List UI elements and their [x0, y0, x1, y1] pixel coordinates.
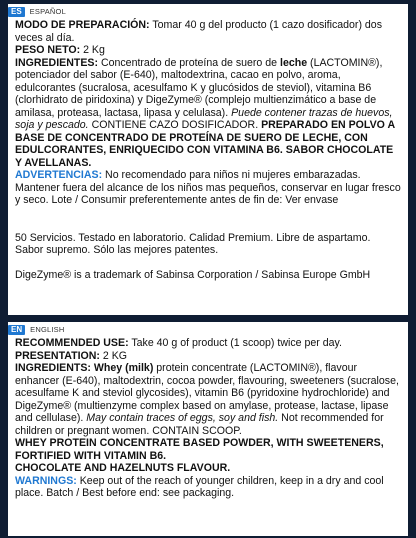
spacer: [15, 257, 401, 270]
spanish-prep-label: MODO DE PREPARACIÓN:: [15, 19, 150, 31]
spanish-ing-milk: leche: [280, 56, 308, 69]
spanish-language-header: [8, 5, 401, 19]
english-ing-whey-end: ): [149, 362, 154, 374]
spanish-preparation: [15, 19, 401, 44]
spanish-warnings: [15, 169, 401, 207]
spanish-section: [8, 4, 408, 315]
english-use-text: Take 40 g of product (1 scoop) twice per day.: [128, 337, 342, 349]
spacer: [15, 219, 401, 232]
english-section: [8, 322, 408, 536]
english-ing-milk: milk: [128, 362, 150, 374]
spanish-ing-traces: Puede contener trazas de huevos, soja y pescado.: [15, 106, 393, 131]
spanish-weight-label: PESO NETO:: [15, 44, 81, 56]
english-warnings: [15, 475, 401, 500]
spanish-lang-name: ESPAÑOL: [29, 6, 66, 16]
english-presentation: [15, 350, 401, 363]
english-bold-line: WHEY PROTEIN CONCENTRATE BASED POWDER, WITH SWEETENERS, FORTIFIED WITH VITAMIN B6.: [15, 437, 384, 462]
spanish-prep-text: Tomar 40 g del producto (1 cazo dosificador) dos veces al día.: [15, 19, 382, 44]
english-lang-badge: EN: [8, 325, 25, 335]
spanish-servings: 50 Servicios. Testado en laboratorio. Calidad Premium. Libre de aspartamo. Sabor supremo. Sólo las mejores patentes.: [15, 231, 371, 256]
english-ingredients: [15, 362, 401, 437]
english-ing-part2: Not recommended for children or pregnant women. CONTAIN SCOOP.: [15, 412, 384, 437]
english-presentation-label: PRESENTATION:: [15, 349, 100, 362]
english-ingredients-label: INGREDIENTS:: [15, 362, 91, 374]
english-ing-whey: Whey (: [90, 362, 129, 374]
spanish-ingredients-label: INGREDIENTES:: [15, 56, 98, 69]
english-presentation-text: 2 KG: [99, 349, 128, 362]
english-recommended-use: [15, 337, 401, 350]
spacer: [15, 207, 401, 220]
spanish-trademark: DigeZyme® is a trademark of Sabinsa Corporation / Sabinsa Europe GmbH: [15, 269, 371, 281]
spanish-ing-part3: CONTIENE CAZO DOSIFICADOR.: [88, 119, 262, 131]
spanish-ing-part1: Concentrado de proteína de suero de: [98, 56, 280, 69]
spanish-net-weight: [15, 44, 401, 57]
english-lang-name: ENGLISH: [30, 324, 65, 334]
english-ing-traces: May contain traces of eggs, soy and fish.: [86, 412, 279, 424]
english-ing-part1: protein concentrate (LACTOMIN®), flavour enhancer (E-640), maltodextrin, cocoa powder, flavouring, sweeteners (sucralose, acesulfame K and steviol glycosides), vitamin B6 (pyridoxine hydrochloride) and DigeZyme® (multienzyme complex based on amylase, protease, lactase, lipase and cellulase).: [15, 362, 399, 424]
english-language-header: [8, 323, 401, 337]
spanish-ing-part2: (LACTOMIN®), potenciador del sabor (E-640), maltodextrina, cacao en polvo, aroma, edulcorantes (sucralosa, acesulfamo K y glucósidos de steviol), vitamina B6 (clorhidrato de piridoxina) y DigeZyme® (complejo multienzimático a base de amilasa, proteasa, lactasa, lipasa y celulasa).: [15, 56, 383, 119]
english-warnings-text: Keep out of the reach of younger children, keep in a dry and cool place. Batch / Best before end: see packaging.: [15, 474, 384, 499]
spanish-ing-bold: PREPARADO EN POLVO A BASE DE CONCENTRADO DE PROTEÍNA DE SUERO DE LECHE, CON EDULCORANTES, ENRIQUECIDO CON VITAMINA B6. SABOR CHOCOLATE Y AVELLANAS.: [15, 119, 395, 169]
english-flavour: [15, 462, 401, 475]
english-use-label: RECOMMENDED USE:: [15, 337, 129, 349]
spanish-warnings-label: ADVERTENCIAS:: [15, 169, 103, 181]
english-bold-description: [15, 437, 401, 462]
english-flavour-line: CHOCOLATE AND HAZELNUTS FLAVOUR.: [15, 462, 231, 474]
spanish-warnings-text: No recomendado para niños ni mujeres embarazadas. Mantener fuera del alcance de los niños mas pequeños, conservar en lugar fresco y seco. Lote / Consumir preferentemente antes de fin de: Ver envase: [15, 169, 401, 206]
spanish-weight-text: 2 Kg: [80, 44, 105, 56]
spanish-ingredients: [15, 57, 401, 170]
english-warnings-label: WARNINGS:: [15, 474, 77, 487]
spanish-lang-badge: ES: [8, 7, 25, 17]
